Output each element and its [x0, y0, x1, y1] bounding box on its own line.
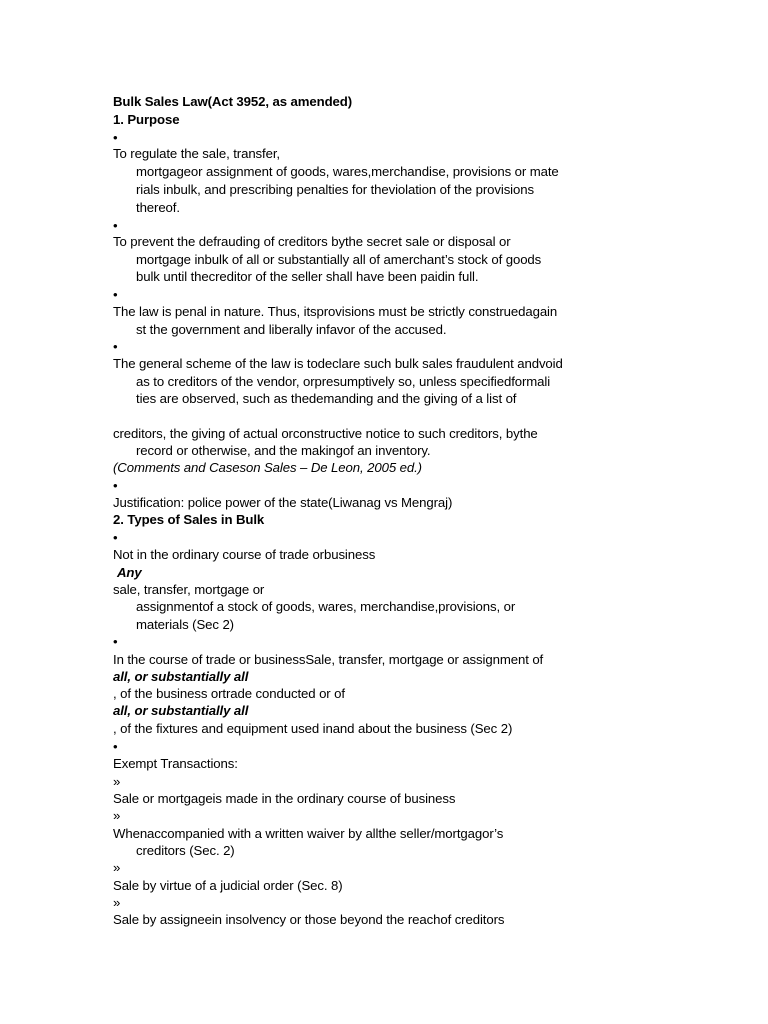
bullet: •	[113, 339, 118, 354]
sub-bullet: »	[113, 860, 121, 875]
emphasis-any: Any	[117, 565, 142, 580]
document-title: Bulk Sales Law(Act 3952, as amended)	[113, 94, 353, 109]
paragraph-line: Not in the ordinary course of trade orbusiness	[113, 547, 376, 562]
paragraph-line: To regulate the sale, transfer,	[113, 146, 280, 161]
paragraph-line: , of the business ortrade conducted or of	[113, 686, 345, 701]
paragraph-line: materials (Sec 2)	[136, 617, 234, 632]
bullet: •	[113, 530, 118, 545]
paragraph-line: creditors, the giving of actual orconstructive notice to such creditors, bythe	[113, 426, 538, 441]
paragraph-line: as to creditors of the vendor, orpresumptively so, unless specifiedformali	[136, 374, 551, 389]
section-heading-purpose: 1. Purpose	[113, 112, 180, 127]
bullet: •	[113, 130, 118, 145]
list-item: Whenaccompanied with a written waiver by allthe seller/mortgagor’s	[113, 826, 504, 841]
paragraph-line: In the course of trade or businessSale, transfer, mortgage or assignment of	[113, 652, 544, 667]
list-item-continuation: creditors (Sec. 2)	[136, 843, 235, 858]
bullet: •	[113, 634, 118, 649]
exempt-heading: Exempt Transactions:	[113, 756, 238, 771]
paragraph-line: To prevent the defrauding of creditors bythe secret sale or disposal or	[113, 234, 511, 249]
section-heading-types: 2. Types of Sales in Bulk	[113, 512, 265, 527]
sub-bullet: »	[113, 774, 121, 789]
list-item: Sale or mortgageis made in the ordinary course of business	[113, 791, 456, 806]
sub-bullet: »	[113, 808, 121, 823]
paragraph-line: mortgage inbulk of all or substantially all of amerchant’s stock of goods	[136, 252, 542, 267]
paragraph-line: The law is penal in nature. Thus, itsprovisions must be strictly construedagain	[113, 304, 558, 319]
paragraph-line: bulk until thecreditor of the seller shall have been paidin full.	[136, 269, 479, 284]
justification-line: Justification: police power of the state(Liwanag vs Mengraj)	[113, 495, 453, 510]
citation: (Comments and Caseson Sales – De Leon, 2005 ed.)	[113, 460, 422, 475]
paragraph-line: rials inbulk, and prescribing penalties for theviolation of the provisions	[136, 182, 534, 197]
emphasis-line: all, or substantially all	[113, 669, 249, 684]
bullet: •	[113, 218, 118, 233]
paragraph-line: The general scheme of the law is todeclare such bulk sales fraudulent andvoid	[113, 356, 563, 371]
emphasis-line: all, or substantially all	[113, 703, 249, 718]
list-item: Sale by virtue of a judicial order (Sec. 8)	[113, 878, 343, 893]
bullet: •	[113, 739, 118, 754]
paragraph-line: sale, transfer, mortgage or	[113, 582, 265, 597]
paragraph-line: mortgageor assignment of goods, wares,merchandise, provisions or mate	[136, 164, 559, 179]
paragraph-line: , of the fixtures and equipment used inand about the business (Sec 2)	[113, 721, 513, 736]
paragraph-line: assignmentof a stock of goods, wares, merchandise,provisions, or	[136, 599, 516, 614]
list-item: Sale by assigneein insolvency or those beyond the reachof creditors	[113, 912, 505, 927]
paragraph-line: record or otherwise, and the makingof an inventory.	[136, 443, 431, 458]
paragraph-line: thereof.	[136, 200, 180, 215]
paragraph-line: st the government and liberally infavor of the accused.	[136, 322, 447, 337]
sub-bullet: »	[113, 895, 121, 910]
paragraph-line: ties are observed, such as thedemanding and the giving of a list of	[136, 391, 517, 406]
bullet: •	[113, 478, 118, 493]
bullet: •	[113, 287, 118, 302]
